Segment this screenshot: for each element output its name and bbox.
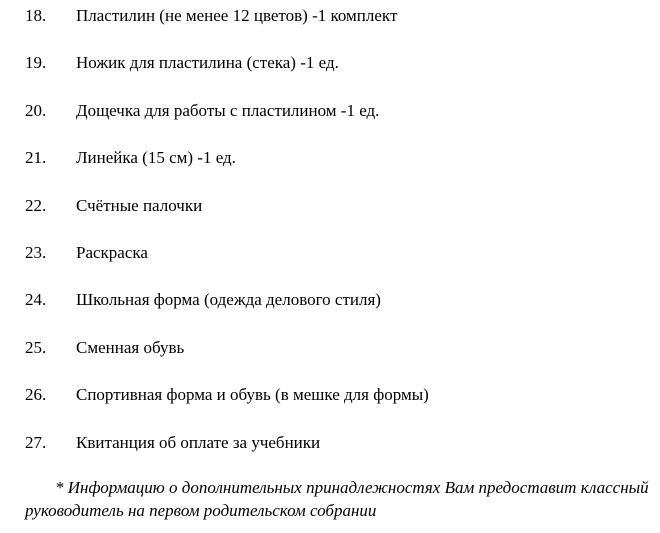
list-item xyxy=(0,146,660,193)
item-number: 18. xyxy=(25,6,47,25)
item-number: 21. xyxy=(25,148,47,168)
list-item xyxy=(0,4,660,51)
item-text: Дощечка для работы с пластилином -1 ед. xyxy=(76,100,380,120)
item-text: Школьная форма (одежда делового стиля) xyxy=(76,290,381,310)
item-number: 25. xyxy=(25,337,47,357)
list-item xyxy=(0,336,660,383)
list-item xyxy=(0,99,660,146)
list-item xyxy=(0,383,660,430)
item-number: 23. xyxy=(25,242,47,262)
item-number: 19. xyxy=(25,53,47,73)
item-text: Линейка (15 см) -1 ед. xyxy=(76,148,236,168)
list-item xyxy=(0,288,660,335)
item-text: Счётные палочки xyxy=(76,195,203,215)
item-text: Раскраска xyxy=(76,242,148,262)
item-text: Пластилин (не менее 12 цветов) -1 комплект xyxy=(76,6,398,25)
item-text: Ножик для пластилина (стека) -1 ед. xyxy=(76,53,339,73)
item-number: 26. xyxy=(25,385,47,405)
item-number: 22. xyxy=(25,195,47,215)
item-text: Спортивная форма и обувь (в мешке для формы) xyxy=(76,385,429,405)
footnote: * Информацию о дополнительных принадлежностях Вам предоставит классный руководитель на первом родительском собрании xyxy=(25,478,649,520)
item-number: 27. xyxy=(25,432,47,452)
supplies-list xyxy=(0,4,660,478)
list-item xyxy=(0,194,660,241)
list-item xyxy=(0,431,660,478)
item-text: Сменная обувь xyxy=(76,337,185,357)
list-item xyxy=(0,51,660,98)
item-number: 20. xyxy=(25,100,47,120)
item-text: Квитанция об оплате за учебники xyxy=(76,432,321,452)
list-item xyxy=(0,241,660,288)
item-number: 24. xyxy=(25,290,47,310)
